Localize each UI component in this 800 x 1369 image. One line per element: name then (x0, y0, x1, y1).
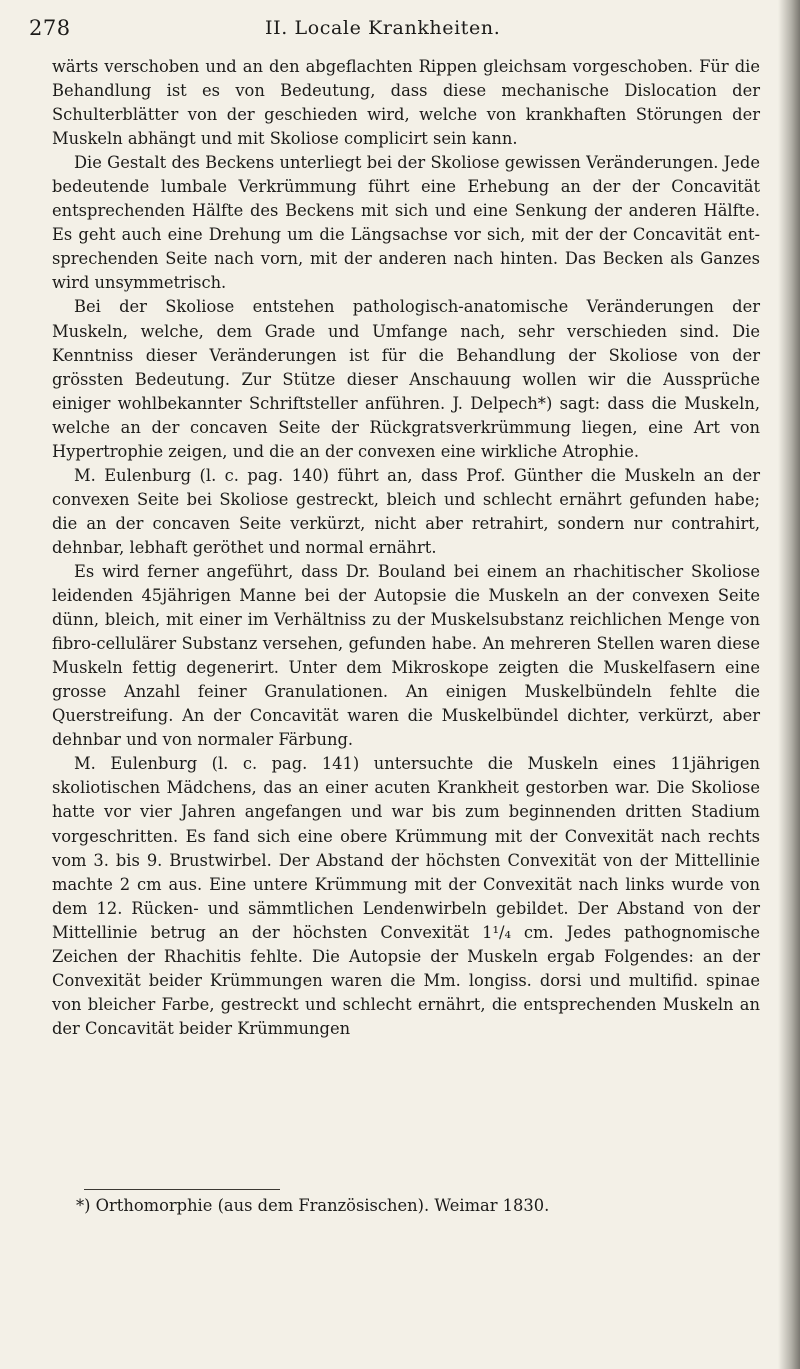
footnote: *) Orthomorphie (aus dem Französischen). Weimar 1830. (76, 1196, 550, 1215)
footnote-divider (84, 1189, 280, 1190)
paragraph: Bei der Skoliose entstehen pathologisch-anatomische Veränderungen der Muskeln, welche, dem Grade und Umfange nach, sehr verschieden sind. Die Kenntniss dieser Veränderungen ist für die Behandlung der Skoliose von der grössten Bedeutung. Zur Stütze dieser Anschauung wollen wir die Aussprüche einiger wohlbekannter Schriftsteller anführen. J. Delpech*) sagt: dass die Muskeln, welche an der concaven Seite der Rückgratsverkrümmung liegen, eine Art von Hypertrophie zeigen, und die an der convexen eine wirkliche Atrophie. (52, 297, 760, 461)
paragraph: Es wird ferner angeführt, dass Dr. Bouland bei einem an rhachitischer Skoliose leidenden 45jährigen Manne bei der Autopsie die Muskeln an der convexen Seite dünn, bleich, mit einer im Verhältniss zu der Muskelsubstanz reichlichen Menge von fibro-cellulärer Substanz versehen, gefunden habe. An mehreren Stellen waren diese Muskeln fettig degenerirt. Unter dem Mikroskope zeigten die Muskelfasern eine grosse Anzahl feiner Granulationen. An einigen Muskelbündeln fehlte die Querstreifung. An der Concavität waren die Muskelbündel dichter, verkürzt, aber dehnbar und von normaler Färbung. (52, 561, 760, 750)
page-header (29, 16, 760, 46)
page-edge-shadow (778, 0, 800, 1369)
running-head: II. Locale Krankheiten. (265, 17, 501, 39)
paragraph: Die Gestalt des Beckens unterliegt bei der Skoliose gewissen Veränderungen. Jede bedeutende lumbale Verkrümmung führt eine Erhebung an der der Concavität entsprechenden Hälfte des Beckens mit sich und eine Senkung der anderen Hälfte. Es geht auch eine Drehung um die Längsachse vor sich, mit der der Concavität entsprechenden Seite nach vorn, mit der anderen nach hinten. Das Becken als Ganzes wird unsymmetrisch. (52, 153, 760, 293)
paragraph: wärts verschoben und an den abgeflachten Rippen gleichsam vorgeschoben. Für die Behandlung ist es von Bedeutung, dass diese mechanische Dislocation der Schulterblätter von der geschieden wird, welche von krankhaften Störungen der Muskeln abhängt und mit Skoliose complicirt sein kann. (52, 57, 760, 149)
paragraph: M. Eulenburg (l. c. pag. 140) führt an, dass Prof. Günther die Muskeln an der convexen Seite bei Skoliose gestreckt, bleich und schlecht ernährt gefunden habe; die an der concaven Seite verkürzt, nicht aber retrahirt, sondern nur contrahirt, dehnbar, lebhaft geröthet und normal ernährt. (52, 465, 760, 557)
paragraph: M. Eulenburg (l. c. pag. 141) untersuchte die Muskeln eines 11jährigen skoliotischen Mädchens, das an einer acuten Krankheit gestorben war. Die Skoliose hatte vor vier Jahren angefangen und war bis zum beginnenden dritten Stadium vorgeschritten. Es fand sich eine obere Krümmung mit der Convexität nach rechts vom 3. bis 9. Brustwirbel. Der Abstand der höchsten Convexität von der Mittellinie machte 2 cm aus. Eine untere Krümmung mit der Convexität nach links wurde von dem 12. Rücken- und sämmtlichen Lendenwirbeln gebildet. Der Abstand von der Mittellinie betrug an der höchsten Convexität 1¹/₄ cm. Jedes pathognomische Zeichen der Rhachitis fehlte. Die Autopsie der Muskeln ergab Folgendes: an der Convexität beider Krümmungen waren die Mm. longiss. dorsi und multifid. spinae von bleicher Farbe, gestreckt und schlecht ernährt, die entsprechenden Muskeln an der Concavität beider Krümmungen (52, 754, 760, 1038)
body-text (52, 55, 760, 1041)
page-number: 278 (29, 16, 71, 40)
